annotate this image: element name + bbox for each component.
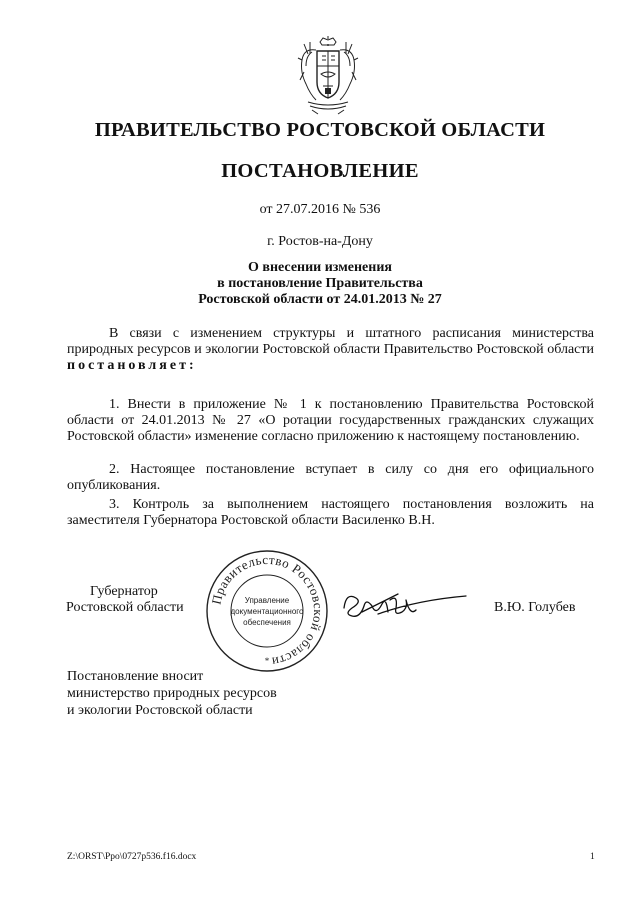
resolution-item: 1. Внести в приложение № 1 к постановлению Правительства Ростовской области от 24.01.2013 № 27 «О ротации государственных гражданских служащих Ростовской области» изменение согласно приложению к настоящему постановлению. bbox=[67, 397, 594, 444]
stamp-star-icon: * bbox=[264, 656, 270, 666]
subject-line: Ростовской области от 24.01.2013 № 27 bbox=[198, 292, 442, 307]
intro-text: В связи с изменением структуры и штатного расписания министерства природных ресурсов и экологии Ростовской области Правительство Ростовской области bbox=[67, 326, 594, 357]
official-stamp bbox=[204, 548, 330, 674]
document-city: г. Ростов-на-Дону bbox=[267, 234, 373, 249]
submitter-line: и экологии Ростовской области bbox=[67, 703, 253, 718]
signer-name: В.Ю. Голубев bbox=[494, 600, 576, 615]
resolves-keyword: постановляет: bbox=[67, 358, 197, 373]
document-date-number: от 27.07.2016 № 536 bbox=[259, 202, 381, 217]
subject-line: О внесении изменения bbox=[248, 260, 392, 275]
rostov-region-coat-of-arms-icon bbox=[296, 36, 360, 116]
resolution-item: 2. Настоящее постановление вступает в силу со дня его официального опубликования. bbox=[67, 462, 594, 493]
page-number: 1 bbox=[590, 852, 595, 862]
stamp-inner-line: документационного bbox=[230, 607, 304, 616]
submitter-line: министерство природных ресурсов bbox=[67, 686, 277, 701]
government-title: ПРАВИТЕЛЬСТВО РОСТОВСКОЙ ОБЛАСТИ bbox=[94, 119, 546, 141]
subject-line: в постановление Правительства bbox=[217, 276, 423, 291]
signer-title: Ростовской области bbox=[66, 600, 184, 615]
stamp-inner-line: Управление bbox=[244, 596, 290, 605]
submitter-line: Постановление вносит bbox=[67, 669, 204, 684]
intro-paragraph bbox=[67, 326, 594, 374]
document-type: ПОСТАНОВЛЕНИЕ bbox=[221, 160, 419, 182]
resolution-item: 3. Контроль за выполнением настоящего постановления возложить на заместителя Губернатора Ростовской области Василенко В.Н. bbox=[67, 497, 594, 528]
stamp-inner-line: обеспечения bbox=[243, 618, 291, 627]
footer-file-path: Z:\ORST\Ppo\0727p536.f16.docx bbox=[67, 852, 197, 862]
signer-title: Губернатор bbox=[90, 584, 158, 599]
stamp-outer-text: Правительство Ростовской области bbox=[208, 551, 327, 670]
handwritten-signature bbox=[338, 586, 468, 626]
